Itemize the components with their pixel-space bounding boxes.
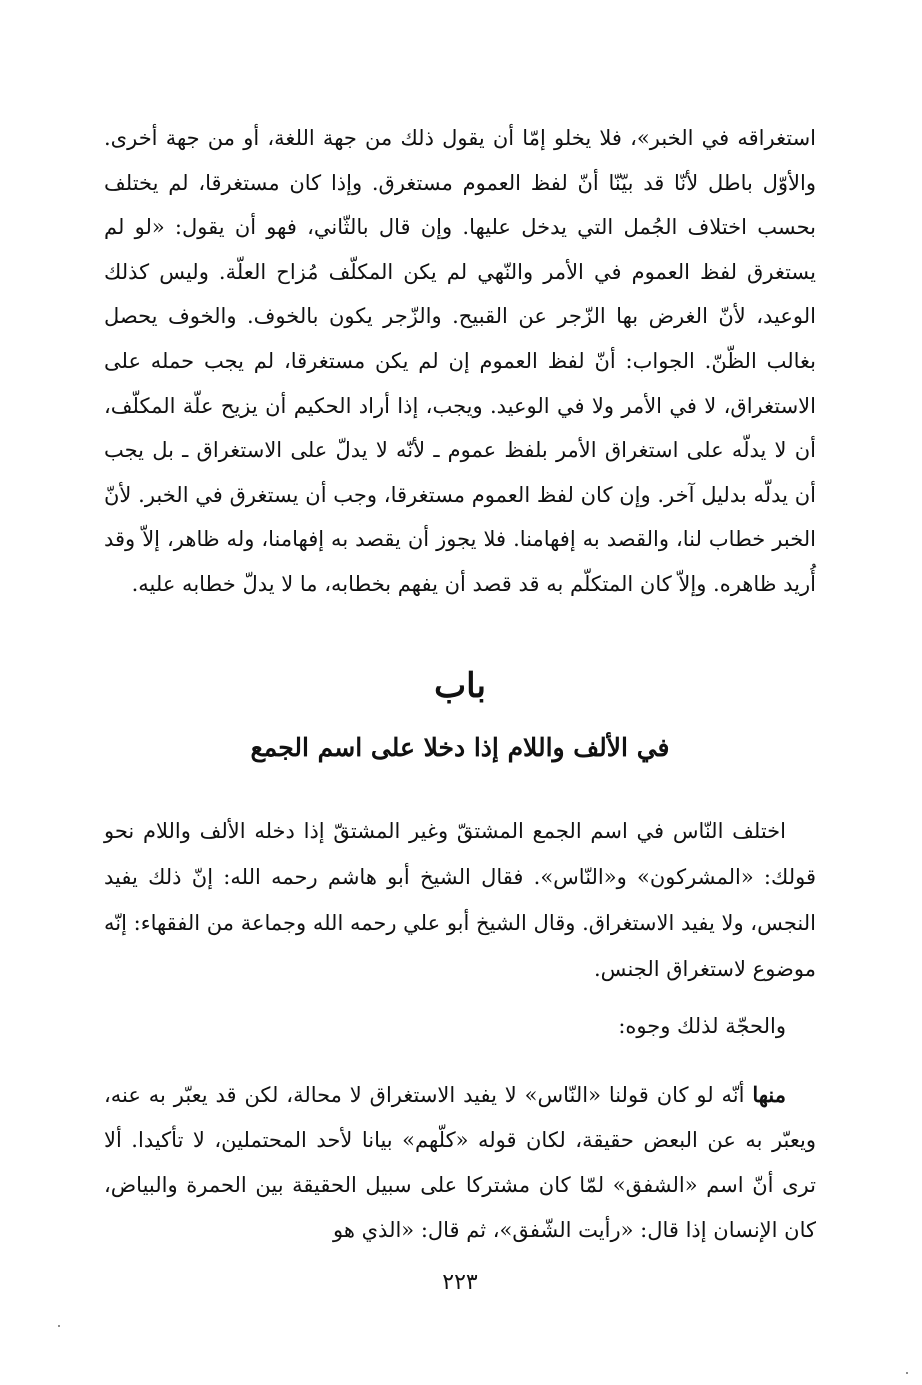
scan-speck [58,1325,60,1327]
section-heading: باب [434,666,486,706]
section-paragraph-arguments: والحجّة لذلك وجوه: [618,1014,786,1038]
page-number: ٢٢٣ [442,1270,478,1295]
section-paragraph-intro: اختلف النّاس في اسم الجمع المشتقّ وغير المشتقّ إذا دخله الألف واللام نحو قولك: «المشركون» و«النّاس». فقال الشيخ أبو هاشم رحمه الله: إنّ ذلك يفيد النجس، ولا يفيد الاستغراق. وقال الشيخ أبو علي رحمه الله وجماعة من الفقهاء: إنّه موضوع لاستغراق الجنس. [104,819,816,981]
body-paragraph: استغراقه في الخبر»، فلا يخلو إمّا أن يقول ذلك من جهة اللغة، أو من جهة أخرى. والأوّل باطل لأنّا قد بيّنّا أنّ لفظ العموم مستغرق. وإذا كان مستغرقا، لم يختلف بحسب اختلاف الجُمل التي يدخل عليها. وإن قال بالثّاني، فهو أن يقول: «لو لم يستغرق لفظ العموم في الأمر والنّهي لم يكن المكلّف مُزاح العلّة. وليس كذلك الوعيد، لأنّ الغرض بها الزّجر عن القبيح. والزّجر يكون بالخوف. والخوف يحصل بغالب الظّنّ. الجواب: أنّ لفظ العموم إن لم يكن مستغرقا، لم يجب حمله على الاستغراق، لا في الأمر ولا في الوعيد. ويجب، إذا أراد الحكيم أن يزيح علّة المكلّف، أن لا يدلّه على استغراق الأمر بلفظ عموم ـ لأنّه لا يدلّ على الاستغراق ـ بل يجب أن يدلّه بدليل آخر. وإن كان لفظ العموم مستغرقا، وجب أن يستغرق في الخبر. لأنّ الخبر خطاب لنا، والقصد به إفهامنا. فلا يجوز أن يقصد به إفهامنا، وله ظاهر، إلاّ وقد أُريد ظاهره. وإلاّ كان المتكلّم به قد قصد أن يفهم بخطابه، ما لا يدلّ خطابه عليه. [104,126,816,596]
section-paragraph-first-argument [104,1072,816,1253]
scan-speck [906,1372,908,1374]
paragraph-text: أنّه لو كان قولنا «النّاس» لا يفيد الاستغراق لا محالة، لكن قد يعبّر به عنه، ويعبّر به عن البعض حقيقة، لكان قوله «كلّهم» بيانا لأحد المحتملين، لا تأكيدا. ألا ترى أنّ اسم «الشفق» لمّا كان مشتركا على سبيل الحقيقة بين الحمرة والبياض، كان الإنسان إذا قال: «رأيت الشّفق»، ثم قال: «الذي هو [104,1083,816,1242]
paragraph-lead-word: منها [752,1082,786,1107]
section-subheading: في الألف واللام إذا دخلا على اسم الجمع [250,733,670,762]
